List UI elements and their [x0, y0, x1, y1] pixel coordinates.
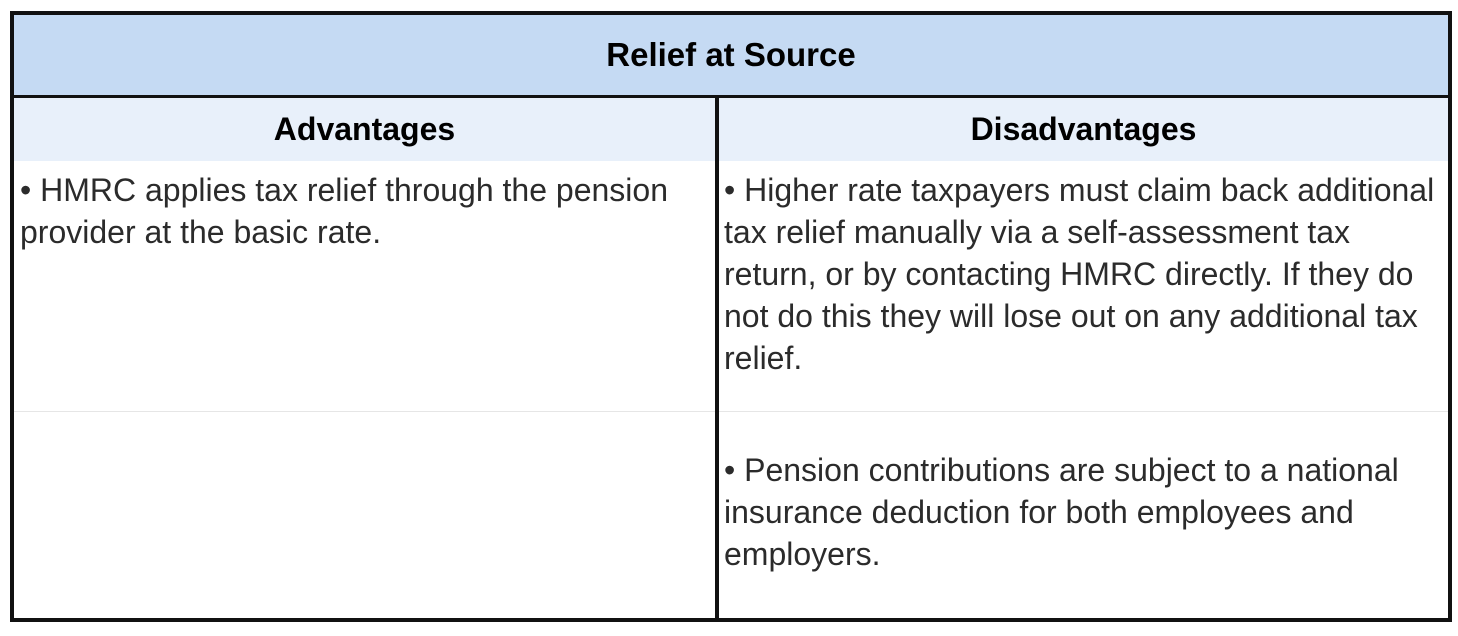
disadvantage-cell-2: • Pension contributions are subject to a national insurance deduction for both employees and employers. [724, 452, 1399, 572]
column-divider [715, 98, 719, 618]
disadvantage-cell-1: • Higher rate taxpayers must claim back additional tax relief manually via a self-assessment tax return, or by contacting HMRC directly. If they do not do this they will lose out on any additional tax relief. [724, 172, 1435, 376]
table-title: Relief at Source [14, 15, 1448, 98]
row-divider [719, 411, 1448, 412]
row-divider [14, 411, 715, 412]
disadvantages-header: Disadvantages [719, 98, 1448, 161]
advantages-header: Advantages [14, 98, 715, 161]
advantage-cell-1: • HMRC applies tax relief through the pension provider at the basic rate. [20, 172, 668, 250]
relief-at-source-table [10, 11, 1452, 622]
